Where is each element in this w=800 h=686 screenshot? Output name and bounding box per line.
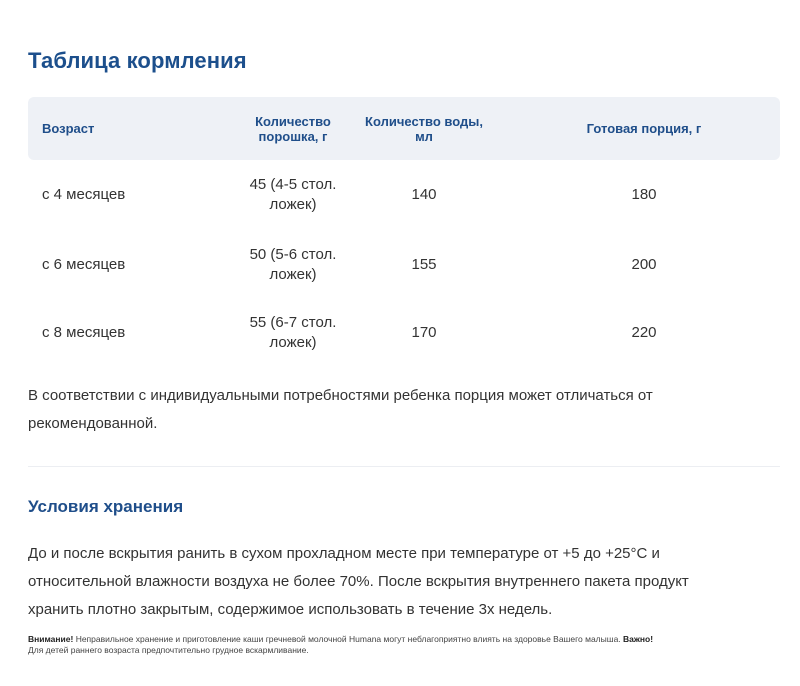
portion-note bbox=[28, 382, 748, 438]
column-header-water-line2: мл bbox=[415, 128, 433, 144]
portion-note-line2: рекомендованной. bbox=[28, 415, 158, 432]
column-header-portion-label: Готовая порция, г bbox=[586, 121, 702, 136]
feeding-table-title: Таблица кормления bbox=[28, 48, 247, 73]
cell-powder-line1: 50 (5-6 стол. bbox=[249, 246, 337, 263]
cell-powder-line1: 55 (6-7 стол. bbox=[249, 314, 337, 331]
cell-powder-line1: 45 (4-5 стол. bbox=[249, 176, 337, 193]
cell-water: 140 bbox=[411, 186, 437, 203]
column-header-age bbox=[42, 97, 192, 160]
portion-note-line1: В соответствии с индивидуальными потребностями ребенка порция может отличаться от bbox=[28, 387, 653, 404]
warning-text: Неправильное хранение и приготовление каши гречневой молочной Humana могут неблагоприятно влиять на здоровье Вашего малыша. bbox=[73, 634, 624, 644]
table-row bbox=[28, 230, 780, 300]
cell-powder-line2: ложек) bbox=[269, 266, 317, 283]
warning-breastfeeding-text: Для детей раннего возраста предпочтительно грудное вскармливание. bbox=[28, 645, 309, 655]
table-row bbox=[28, 298, 780, 368]
cell-age: с 8 месяцев bbox=[42, 324, 126, 341]
storage-title: Условия хранения bbox=[28, 497, 184, 516]
column-header-age-label: Возраст bbox=[42, 121, 95, 136]
storage-text-line3: хранить плотно закрытым, содержимое использовать в течение 3х недель. bbox=[28, 601, 553, 618]
cell-portion: 220 bbox=[631, 324, 657, 341]
cell-powder-line2: ложек) bbox=[269, 334, 317, 351]
warning-note bbox=[28, 634, 773, 656]
cell-portion: 200 bbox=[631, 256, 657, 273]
cell-portion: 180 bbox=[631, 186, 657, 203]
cell-age: с 6 месяцев bbox=[42, 256, 126, 273]
column-header-water bbox=[348, 97, 500, 160]
warning-attention-label: Внимание! bbox=[28, 634, 74, 644]
column-header-powder-line1: Количество bbox=[255, 113, 331, 129]
storage-text bbox=[28, 540, 773, 624]
storage-text-line2: относительной влажности воздуха не более 70%. После вскрытия внутреннего пакета продукт bbox=[28, 573, 689, 590]
storage-text-line1: До и после вскрытия ранить в сухом прохладном месте при температуре от +5 до +25°C и bbox=[28, 545, 660, 562]
table-row bbox=[28, 160, 780, 230]
table-header bbox=[28, 97, 780, 160]
cell-water: 155 bbox=[411, 256, 437, 273]
section-divider bbox=[28, 466, 780, 467]
column-header-portion bbox=[508, 97, 780, 160]
warning-important-label: Важно! bbox=[623, 634, 654, 644]
column-header-water-line1: Количество воды, bbox=[365, 113, 483, 129]
cell-water: 170 bbox=[411, 324, 437, 341]
column-header-powder-line2: порошка, г bbox=[258, 128, 328, 144]
cell-age: с 4 месяцев bbox=[42, 186, 126, 203]
cell-powder-line2: ложек) bbox=[269, 196, 317, 213]
